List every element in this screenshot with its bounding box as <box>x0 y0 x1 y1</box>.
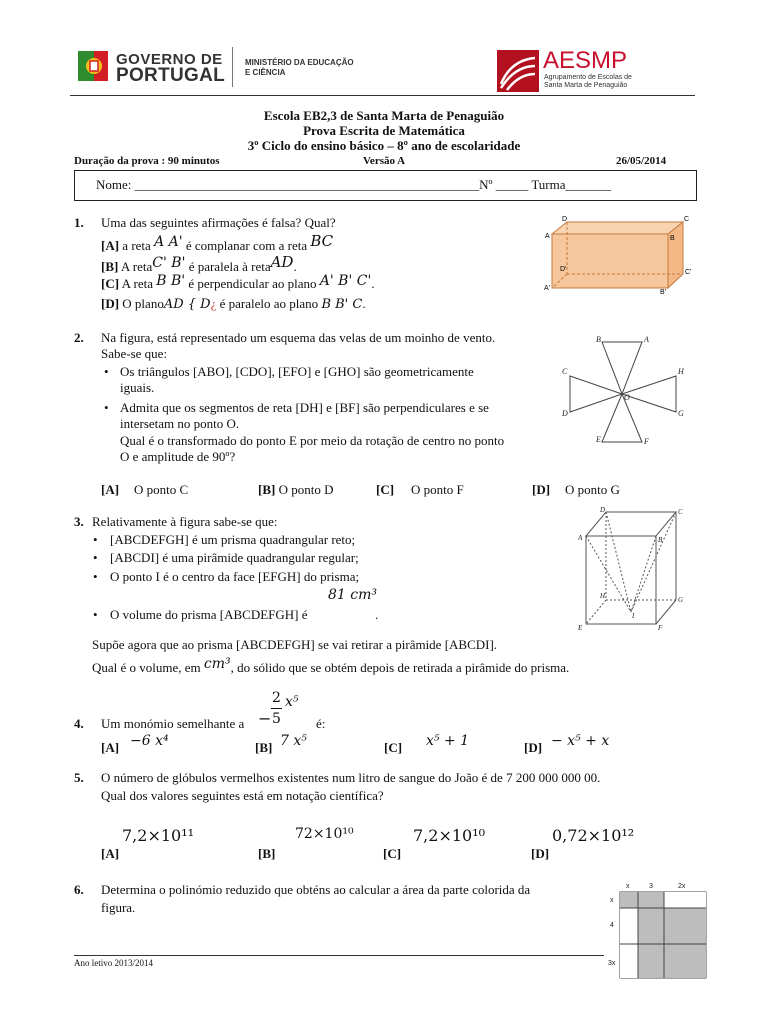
q5-c-math: 7,2×10¹⁰ <box>413 826 486 845</box>
q3-line6-post: , do sólido que se obtém depois de retirada a pirâmide do prisma. <box>230 660 570 675</box>
q2-option-a-text: O ponto C <box>134 482 189 497</box>
q1-d-math1: AD { D <box>163 297 211 312</box>
q2-fig-label-o: O <box>624 393 630 402</box>
q2-bullet1-icon: • <box>104 364 109 379</box>
q1-stem: Uma das seguintes afirmações é falsa? Qual? <box>101 215 336 230</box>
logo-divider <box>232 47 233 87</box>
q3-line6 <box>92 656 570 676</box>
q3-line6-pre: Qual é o volume, em <box>92 660 204 675</box>
q1-option-a <box>101 232 334 254</box>
q1-a-math1: A A' <box>154 234 183 250</box>
q2-fig-label-e: E <box>596 435 601 444</box>
q2-option-d <box>532 482 550 498</box>
q1-d-mid: é paralelo ao plano <box>216 296 322 311</box>
q3-fig-label-d: D <box>600 506 606 514</box>
q1-fig-label-a: A <box>545 233 550 240</box>
q2-bullet1-line1: Os triângulos [ABO], [CDO], [EFO] e [GHO] são geometricamente <box>120 364 474 379</box>
q2-line2: Sabe-se que: <box>101 346 168 361</box>
q6-fig-label-4: 4 <box>610 922 614 929</box>
q3-line6-unit: cm³ <box>203 656 231 672</box>
q2-bullet2-line3: Qual é o transformado do ponto E por meio da rotação de centro no ponto <box>120 433 505 448</box>
q1-b-label: [B] <box>101 259 119 274</box>
q3-stem: Relativamente à figura sabe-se que: <box>92 514 278 529</box>
gov-line2: PORTUGAL <box>116 65 226 86</box>
q4-expr-num: 2 <box>272 690 281 706</box>
q4-expr-sign: − <box>258 709 272 728</box>
q2-fig-label-f: F <box>644 437 649 446</box>
q5-d-label: [D] <box>531 846 550 861</box>
footer-rule <box>74 955 604 956</box>
q1-d-pre: O plano <box>119 296 164 311</box>
q1-b-pre: A reta <box>118 259 153 274</box>
header-rule <box>70 95 695 96</box>
q6-fig-label-2x: 2x <box>678 883 686 890</box>
q4-stem-post: é: <box>316 716 326 731</box>
q3-fig-label-g: G <box>678 596 684 604</box>
q2-fig-label-c: C <box>562 367 568 376</box>
footer-school-year: Ano letivo 2013/2014 <box>74 958 153 968</box>
ministry-line1: MINISTÉRIO DA EDUCAÇÃO <box>245 58 354 67</box>
q3-bullet1: [ABCDEFGH] é um prisma quadrangular reto; <box>110 532 356 547</box>
q2-bullet2-line2: intersetam no ponto O. <box>120 416 240 431</box>
q1-number: 1. <box>74 215 84 230</box>
q4-number: 4. <box>74 716 84 731</box>
q4-a-label: [A] <box>101 740 120 755</box>
student-info-line: Nome: _____________________________________________________Nº _____ Turma_______ <box>96 177 612 192</box>
exam-title: Prova Escrita de Matemática <box>303 123 465 138</box>
q4-expr-den: 5 <box>272 711 281 727</box>
exam-version: Versão A <box>363 155 406 167</box>
aesmp-sub1: Agrupamento de Escolas de <box>544 74 632 81</box>
q4-c-label: [C] <box>384 740 403 755</box>
q6-fig-label-row-x: x <box>610 897 614 904</box>
q3-fig-label-a: A <box>578 534 583 542</box>
q3-bullet2: [ABCDI] é uma pirâmide quadrangular regular; <box>110 550 359 565</box>
q3-bullet3-icon: • <box>93 569 98 584</box>
q6-fig-label-3: 3 <box>649 883 653 890</box>
q2-fig-label-d: D <box>562 409 568 418</box>
q3-bullet4-icon: • <box>93 607 98 622</box>
q3-bullet4: O volume do prisma [ABCDEFGH] é <box>110 607 308 622</box>
q2-bullet2-line1: Admita que os segmentos de reta [DH] e [BF] são perpendiculares e se <box>120 400 489 415</box>
q6-number: 6. <box>74 882 84 897</box>
q5-a-label: [A] <box>101 846 120 861</box>
q1-a-math2: BC <box>310 232 334 250</box>
ministry-line2: E CIÊNCIA <box>245 68 286 77</box>
q4-c-math: x⁵ + 1 <box>426 733 470 749</box>
aesmp-title: AESMP <box>543 47 628 74</box>
q3-fig-label-e: E <box>578 624 583 632</box>
q1-c-end: . <box>371 276 375 291</box>
school-name: Escola EB2,3 de Santa Marta de Penaguião <box>263 108 505 123</box>
q4-a-math: −6 x⁴ <box>130 733 169 749</box>
q3-bullet1-icon: • <box>93 532 98 547</box>
q3-fig-label-h: H <box>600 592 606 600</box>
q2-fig-label-b: B <box>596 335 601 344</box>
portugal-coat-of-arms-icon <box>74 47 112 85</box>
q3-prism-pyramid-figure <box>572 506 692 636</box>
q3-fig-label-b: B <box>658 536 663 544</box>
q5-c-label: [C] <box>383 846 402 861</box>
q2-fig-label-g: G <box>678 409 684 418</box>
q1-fig-label-c: C <box>684 216 690 223</box>
aesmp-sub2: Santa Marta de Penaguião <box>544 82 628 89</box>
q5-b-label: [B] <box>258 846 276 861</box>
q6-fig-label-x: x <box>626 883 630 890</box>
q6-line2: figura. <box>101 900 136 915</box>
q1-d-broken-glyph: ¿ <box>210 296 217 311</box>
q5-number: 5. <box>74 770 84 785</box>
q2-windmill-figure <box>558 334 688 446</box>
q4-expr-var: x⁵ <box>285 694 299 710</box>
q6-area-figure <box>608 880 708 980</box>
ministry-text <box>245 58 354 78</box>
q1-d-label: [D] <box>101 296 120 311</box>
q1-fig-label-b: B <box>670 235 675 242</box>
q2-a-label: [A] <box>101 482 120 497</box>
q2-option-d-text: O ponto G <box>565 482 620 497</box>
q1-b-math2: AD <box>270 253 294 271</box>
q3-line5: Supõe agora que ao prisma [ABCDEFGH] se vai retirar a pirâmide [ABCDI]. <box>92 637 498 652</box>
q3-bullet3: O ponto I é o centro da face [EFGH] do prisma; <box>110 569 360 584</box>
q5-b-math: 72×10¹⁰ <box>295 826 354 842</box>
exam-duration: Duração da prova : 90 minutos <box>74 155 220 167</box>
q3-volume-expr: 81 cm³ <box>328 587 377 603</box>
q1-b-end: . <box>293 259 297 274</box>
q2-bullet1-line2: iguais. <box>120 380 155 395</box>
q6-line1: Determina o polinómio reduzido que obténs ao calcular a área da parte colorida da <box>101 882 531 897</box>
q2-b-text: O ponto D <box>278 482 334 497</box>
government-logo-text <box>116 52 225 84</box>
q2-bullet2-icon: • <box>104 400 109 415</box>
q3-fig-label-i: I <box>632 612 635 620</box>
q1-fig-label-d2: D' <box>560 266 567 273</box>
q3-fig-label-c: C <box>678 508 683 516</box>
q1-fig-label-b2: B' <box>660 289 667 296</box>
q2-number: 2. <box>74 330 84 345</box>
q6-fig-label-3x: 3x <box>608 960 616 967</box>
q1-prism-figure <box>540 214 690 294</box>
q2-option-c-text: O ponto F <box>411 482 464 497</box>
q1-b-math1: C' B' <box>152 255 186 271</box>
q1-a-label: [A] <box>101 238 120 253</box>
q1-c-label: [C] <box>101 276 120 291</box>
q5-a-math: 7,2×10¹¹ <box>122 826 195 845</box>
q1-c-math2: A' B' C' <box>319 273 372 289</box>
q2-option-c <box>376 482 394 498</box>
q1-a-pre: a reta <box>119 238 155 253</box>
q2-option-b <box>258 482 333 498</box>
exam-date: 26/05/2014 <box>616 155 667 167</box>
q2-fig-label-h: H <box>678 367 684 376</box>
q3-bullet4-end: . <box>375 607 379 622</box>
q2-d-label: [D] <box>532 482 551 497</box>
q1-a-mid: é complanar com a reta <box>182 238 311 253</box>
q2-option-a <box>101 482 119 498</box>
q4-d-label: [D] <box>524 740 543 755</box>
q4-b-label: [B] <box>255 740 273 755</box>
q2-b-label: [B] <box>258 482 276 497</box>
q3-bullet2-icon: • <box>93 550 98 565</box>
q1-c-math1: B B' <box>156 273 186 289</box>
q2-bullet2-line4: O e amplitude de 90º? <box>120 449 236 464</box>
q4-b-math: 7 x⁵ <box>280 733 307 749</box>
q1-c-pre: A reta <box>119 276 157 291</box>
aesmp-logo-icon <box>497 50 539 92</box>
q1-c-mid: é perpendicular ao plano <box>185 276 320 291</box>
q2-c-label: [C] <box>376 482 395 497</box>
q1-d-end: . <box>362 296 366 311</box>
q1-b-mid: é paralela à reta <box>185 259 271 274</box>
q1-option-d <box>101 296 366 312</box>
q5-line2: Qual dos valores seguintes está em notação científica? <box>101 788 384 803</box>
q1-d-math2: B B' C <box>321 297 363 312</box>
q1-fig-label-c2: C' <box>685 269 692 276</box>
q4-stem-pre: Um monómio semelhante a <box>101 716 245 731</box>
q5-line1: O número de glóbulos vermelhos existentes num litro de sangue do João é de 7 200 000 000 00. <box>101 770 601 785</box>
q1-fig-label-a2: A' <box>544 285 551 292</box>
q4-fraction-bar <box>271 708 282 709</box>
exam-level: 3º Ciclo do ensino básico – 8º ano de escolaridade <box>247 138 521 153</box>
aesmp-subtitle <box>544 74 632 90</box>
q3-number: 3. <box>74 514 84 529</box>
q2-line1: Na figura, está representado um esquema das velas de um moinho de vento. <box>101 330 496 345</box>
q1-option-c <box>101 273 375 292</box>
q1-fig-label-d: D <box>562 216 568 223</box>
q1-option-b <box>101 253 297 275</box>
q5-d-math: 0,72×10¹² <box>552 826 635 845</box>
q2-fig-label-a: A <box>644 335 649 344</box>
q4-d-math: − x⁵ + x <box>551 733 610 749</box>
q3-fig-label-f: F <box>658 624 663 632</box>
gov-line1: GOVERNO DE <box>116 51 223 68</box>
